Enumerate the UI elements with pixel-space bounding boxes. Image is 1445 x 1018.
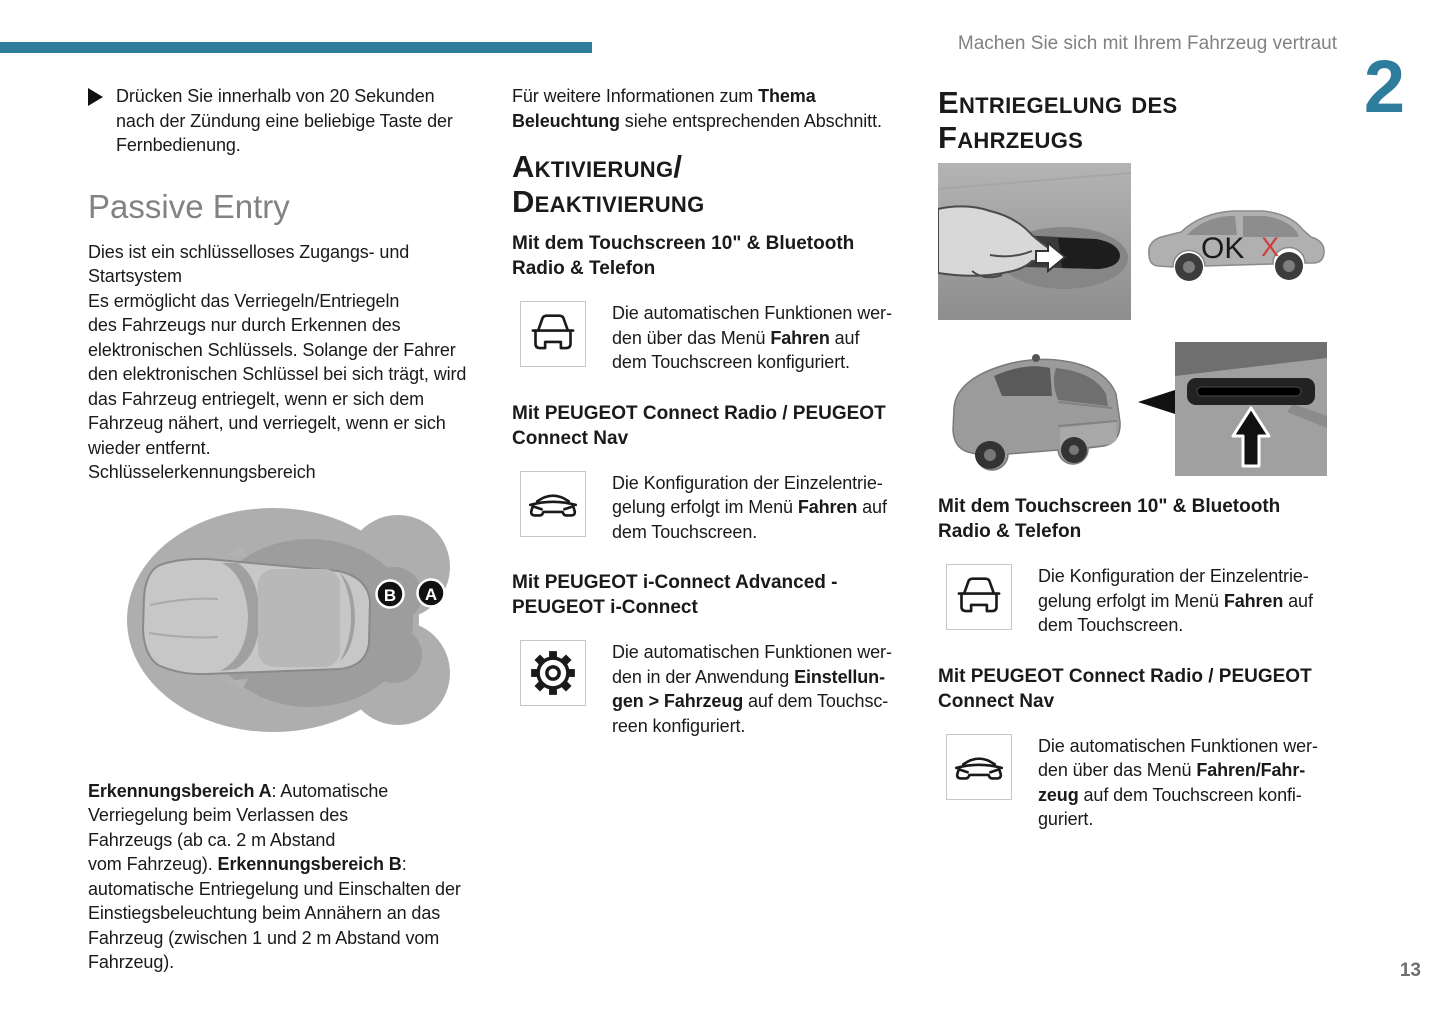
bullet-arrow-icon xyxy=(88,88,103,106)
config-item xyxy=(512,640,904,738)
config-text: Die automatischen Funktionen wer- den über das Menü Fahren auf dem Touchscreen konfiguriert. xyxy=(612,303,892,372)
icon-frame xyxy=(946,734,1012,800)
section-title-activation: Aktivierung/ Deaktivierung xyxy=(512,149,705,219)
page-number: 13 xyxy=(1399,960,1421,981)
passive-entry-description: Dies ist ein schlüsselloses Zugangs- und Startsystem Es ermöglicht das Verriegeln/Entriegeln des Fahrzeugs nur durch Erkennen des elektronischen Schlüssels. Solange der Fahrer den elektronischen Schlüssel bei sich trägt, wird das Fahrzeug entriegelt, wenn er sich dem Fahrzeug nähert, und verriegelt, wenn er sich wieder entfernt. Schlüsselerkennungsbereich xyxy=(88,241,467,482)
middle-column xyxy=(512,80,904,738)
car-front-sport-icon xyxy=(525,476,581,532)
car-rear-image xyxy=(938,342,1138,474)
lighting-note: Für weitere Informationen zum Thema Beleuchtung siehe entsprechenden Abschnitt. xyxy=(512,86,882,131)
ok-label: OK xyxy=(1201,231,1245,265)
config-item xyxy=(938,564,1338,638)
zone-b-label: B xyxy=(383,585,397,605)
config-text: Die Konfiguration der Einzelentrie- gelung erfolgt im Menü Fahren auf dem Touchscreen. xyxy=(1038,566,1313,635)
car-front-icon xyxy=(525,306,581,362)
icon-frame xyxy=(520,471,586,537)
bullet-text: Drücken Sie innerhalb von 20 Sekunden nach der Zündung eine beliebige Taste der Fernbedienung. xyxy=(116,86,453,155)
subheading-connect-radio-nav: Mit PEUGEOT Connect Radio / PEUGEOT Connect Nav xyxy=(512,402,886,449)
subheading-touchscreen: Mit dem Touchscreen 10" & Bluetooth Radio & Telefon xyxy=(512,233,855,279)
door-handle-hand-image xyxy=(938,163,1131,320)
accent-bar xyxy=(0,42,592,53)
chapter-number: 2 xyxy=(1363,45,1403,128)
icon-frame xyxy=(520,640,586,706)
instruction-bullet xyxy=(88,84,490,158)
icon-frame xyxy=(946,564,1012,630)
left-column xyxy=(88,80,490,975)
subheading-iconnect: Mit PEUGEOT i-Connect Advanced - PEUGEOT i-Connect xyxy=(512,572,838,618)
detection-zones-description: Erkennungsbereich A: Automatische Verriegelung beim Verlassen des Fahrzeugs (ab ca. 2 m Abstand vom Fahrzeug). Erkennungsbereich B: automatische Entriegelung und Einschalten der Einstiegsbeleuchtung beim Annähern an das Fahrzeug (zwischen 1 und 2 m Abstand vom Fahrzeug). xyxy=(88,780,461,972)
zone-b-badge xyxy=(377,580,404,607)
zone-a-label: A xyxy=(424,584,438,604)
tailgate-handle-inset-image xyxy=(1175,342,1327,476)
config-text: Die automatischen Funktionen wer- den in der Anwendung Einstellun- gen > Fahrzeug auf dem Touchsc- reen konfiguriert. xyxy=(612,642,892,736)
settings-gear-icon xyxy=(525,645,581,701)
config-item xyxy=(512,471,904,545)
key-detection-zones-diagram xyxy=(88,505,480,735)
icon-frame xyxy=(520,301,586,367)
x-label: X xyxy=(1261,231,1280,262)
section-title-passive-entry: Passive Entry xyxy=(88,187,290,225)
section-title-unlocking: Entriegelung des Fahrzeugs xyxy=(938,85,1178,155)
car-front-sport-icon xyxy=(951,739,1007,795)
subheading-touchscreen: Mit dem Touchscreen 10" & Bluetooth Radio & Telefon xyxy=(938,496,1281,542)
callout-pointer-icon xyxy=(1138,390,1175,414)
config-text: Die automatischen Funktionen wer- den über das Menü Fahren/Fahr- zeug auf dem Touchscreen konfi- guriert. xyxy=(1038,735,1318,829)
running-header: Machen Sie sich mit Ihrem Fahrzeug vertraut xyxy=(957,33,1337,54)
config-item xyxy=(938,734,1338,832)
config-text: Die Konfiguration der Einzelentrie- gelung erfolgt im Menü Fahren auf dem Touchscreen. xyxy=(612,472,887,542)
car-front-icon xyxy=(951,569,1007,625)
unlock-illustrations-row xyxy=(938,163,1338,320)
right-column xyxy=(938,80,1338,832)
zone-a-badge xyxy=(418,579,445,606)
config-item xyxy=(512,301,904,375)
subheading-connect-radio-nav: Mit PEUGEOT Connect Radio / PEUGEOT Connect Nav xyxy=(938,665,1312,712)
car-side-ok-image xyxy=(1143,192,1329,292)
tailgate-illustrations-row xyxy=(938,342,1338,476)
